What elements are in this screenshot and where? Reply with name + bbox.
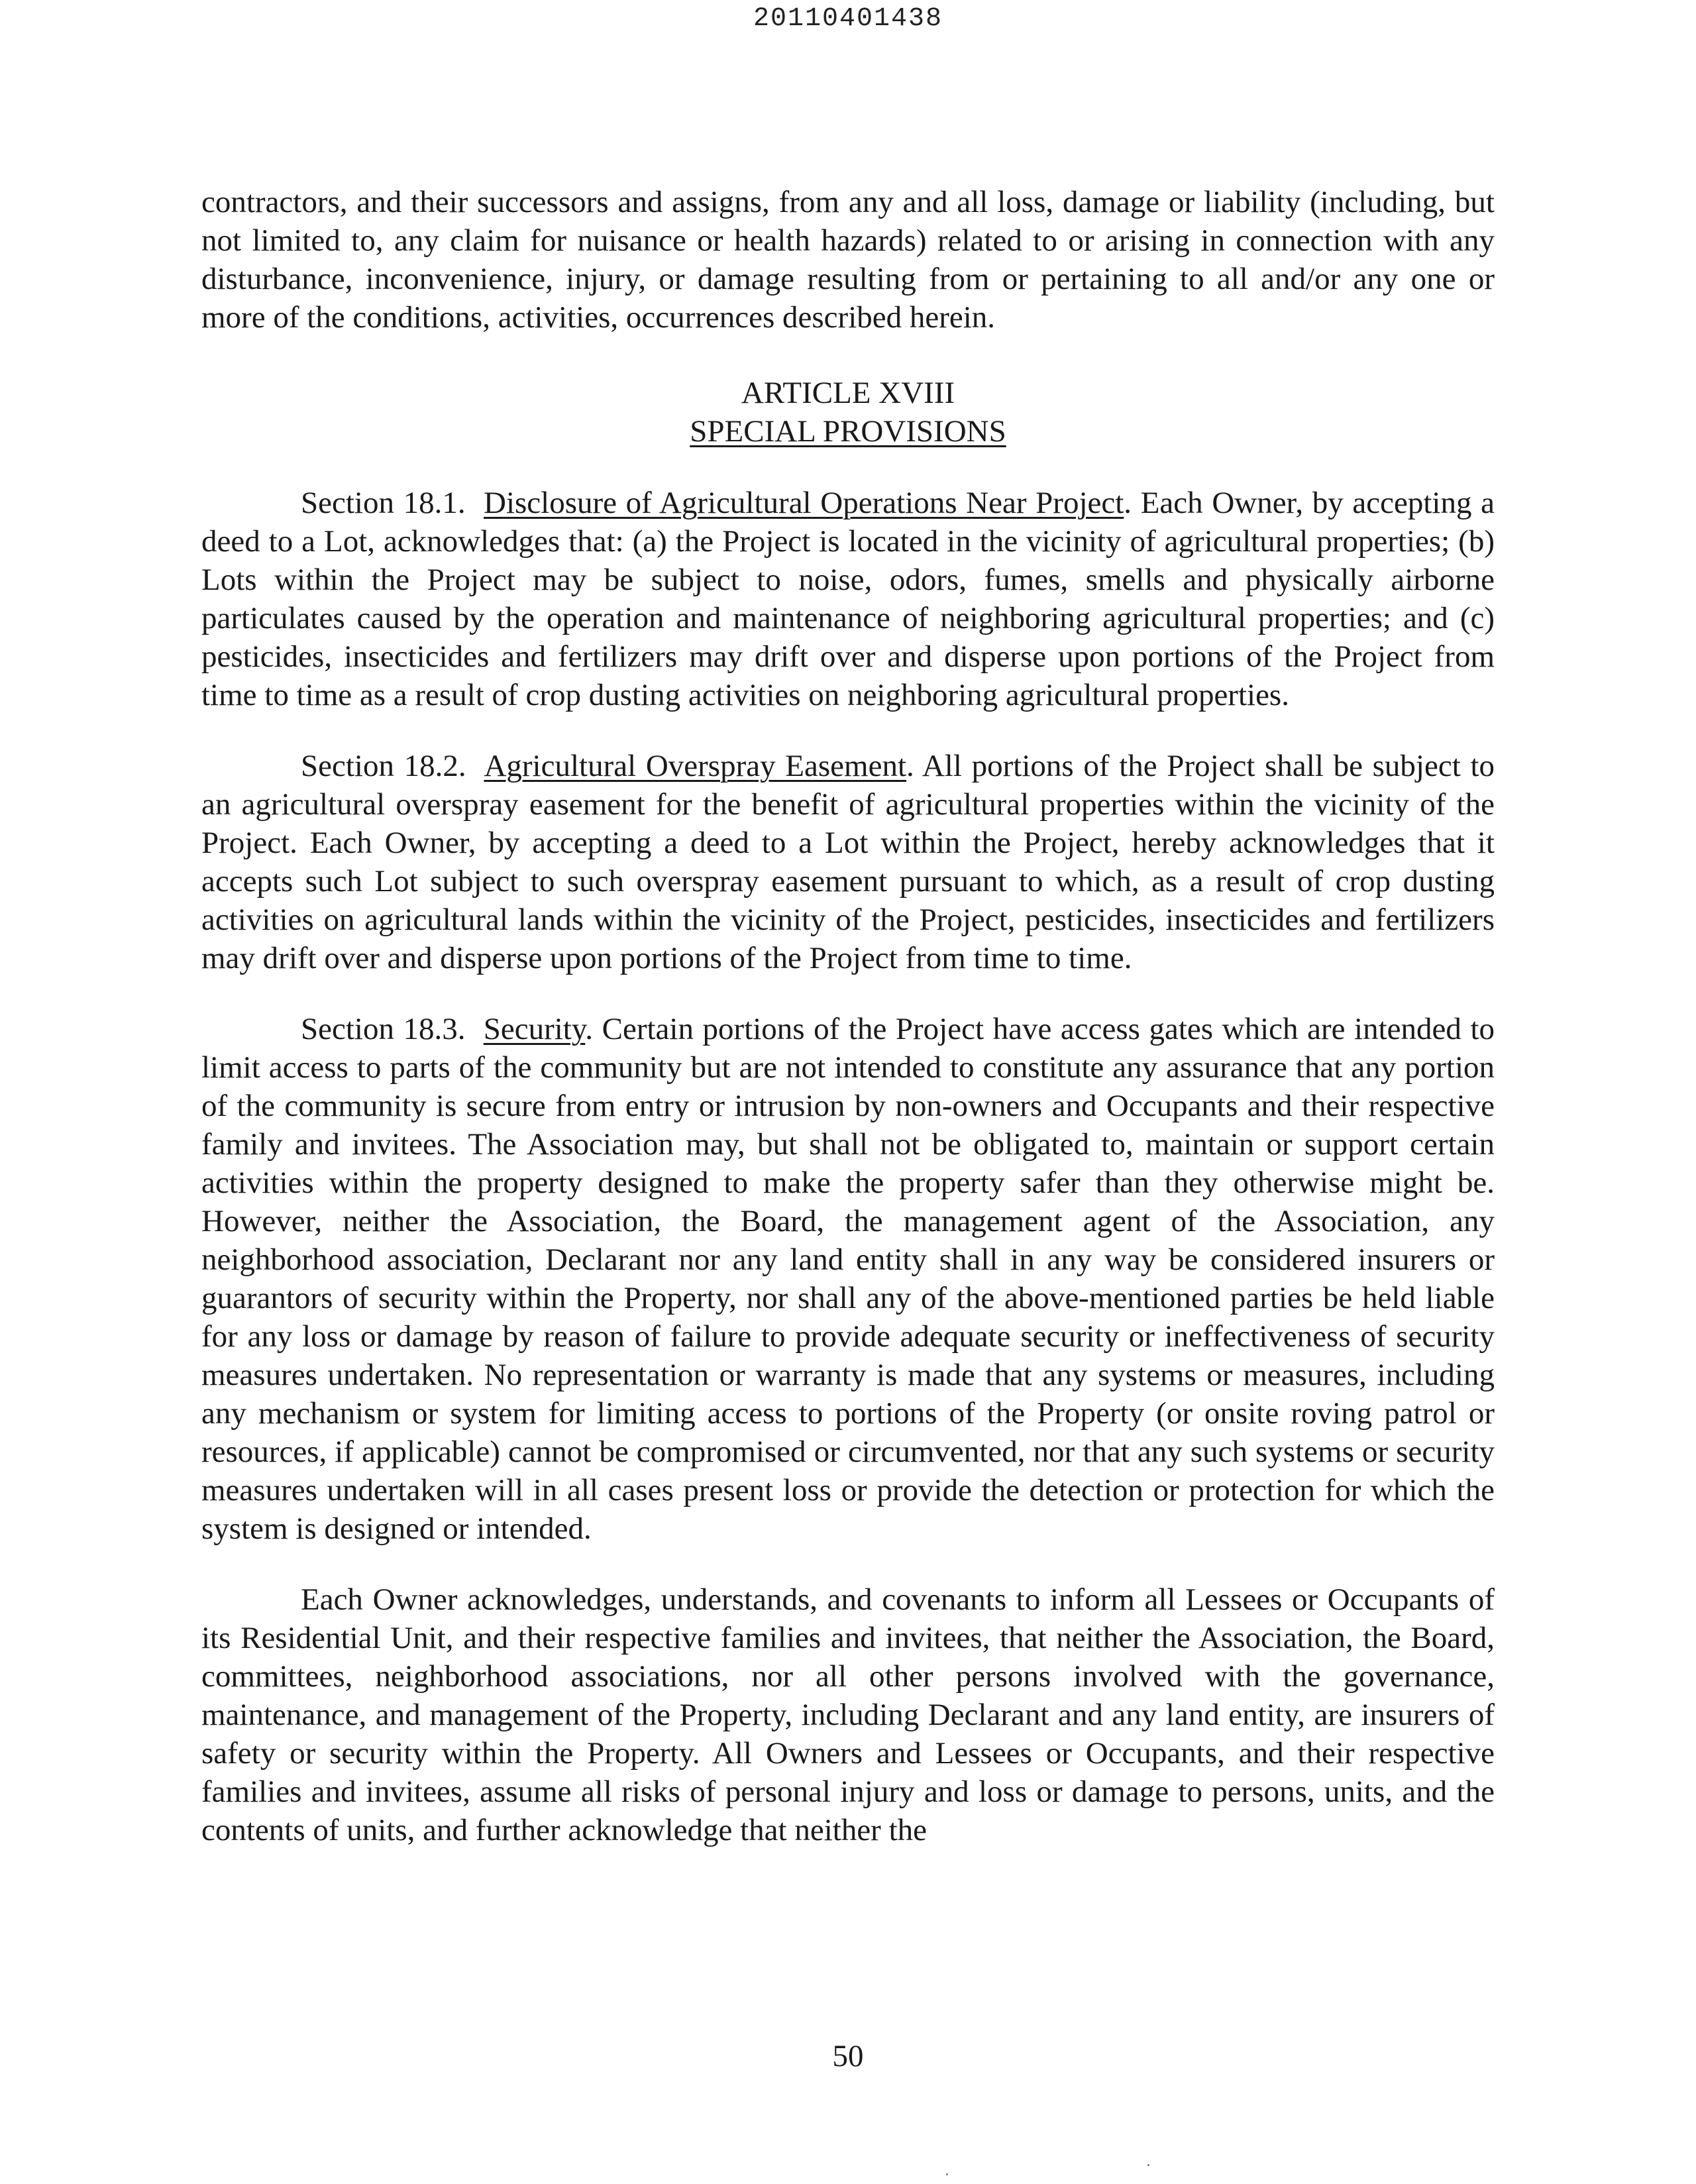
article-number: ARTICLE XVIII	[741, 376, 955, 410]
section-text: . Each Owner, by accepting a deed to a Lot, acknowledges that: (a) the Project is located in the vicinity of agricultural properties; (b) Lots within the Project may be subject to noise, odors, fumes, smells and physically airborne particulates caused by the operation and maintenance of neighboring agricultural properties; and (c) pesticides, insecticides and fertilizers may drift over and disperse upon portions of the Project from time to time as a result of crop dusting activities on neighboring agricultural properties.	[201, 486, 1495, 712]
section-heading: Agricultural Overspray Easement	[484, 749, 907, 783]
section-label: Section 18.2.	[301, 749, 466, 783]
scan-speck	[946, 2173, 948, 2175]
section-18-1	[201, 484, 1495, 714]
article-heading	[201, 374, 1495, 451]
section-heading: Disclosure of Agricultural Operations Near Project	[484, 486, 1124, 520]
section-18-2	[201, 747, 1495, 977]
section-text: . All portions of the Project shall be subject to an agricultural overspray easement for the benefit of agricultural properties within the vicinity of the Project. Each Owner, by accepting a deed to a Lot within the Project, hereby acknowledges that it accepts such Lot subject to such overspray easement pursuant to which, as a result of crop dusting activities on agricultural lands within the vicinity of the Project, pesticides, insecticides and fertilizers may drift over and disperse upon portions of the Project from time to time.	[201, 749, 1495, 975]
section-text: . Certain portions of the Project have access gates which are intended to limit access to parts of the community but are not intended to constitute any assurance that any portion of the community is secure from entry or intrusion by non-owners and Occupants and their respective family and invitees. The Association may, but shall not be obligated to, maintain or support certain activities within the property designed to make the property safer than they otherwise might be. However, neither the Association, the Board, the management agent of the Association, any neighborhood association, Declarant nor any land entity shall in any way be considered insurers or guarantors of security within the Property, nor shall any of the above-mentioned parties be held liable for any loss or damage by reason of failure to provide adequate security or ineffectiveness of security measures undertaken. No representation or warranty is made that any systems or measures, including any mechanism or system for limiting access to portions of the Property (or onsite roving patrol or resources, if applicable) cannot be compromised or circumvented, nor that any such systems or security measures undertaken will in all cases present loss or provide the detection or protection for which the system is designed or intended.	[201, 1012, 1495, 1546]
scan-speck	[1147, 2164, 1149, 2166]
article-title: SPECIAL PROVISIONS	[690, 414, 1006, 449]
document-number: 20110401438	[753, 4, 943, 34]
section-heading: Security	[483, 1012, 586, 1046]
closing-paragraph: Each Owner acknowledges, understands, and covenants to inform all Lessees or Occupants of its Residential Unit, and their respective families and invitees, that neither the Association, the Board, committees, neighborhood associations, nor all other persons involved with the governance, maintenance, and management of the Property, including Declarant and any land entity, are insurers of safety or security within the Property. All Owners and Lessees or Occupants, and their respective families and invitees, assume all risks of personal injury and loss or damage to persons, units, and the contents of units, and further acknowledge that neither the	[201, 1582, 1495, 1847]
section-18-3	[201, 1010, 1495, 1548]
page-number: 50	[832, 2039, 864, 2073]
section-label: Section 18.1.	[301, 486, 466, 520]
section-label: Section 18.3.	[301, 1012, 466, 1046]
document-body	[201, 183, 1495, 1849]
intro-paragraph: contractors, and their successors and assigns, from any and all loss, damage or liability (including, but not limited to, any claim for nuisance or health hazards) related to or arising in connection with any disturbance, inconvenience, injury, or damage resulting from or pertaining to all and/or any one or more of the conditions, activities, occurrences described herein.	[201, 185, 1495, 335]
